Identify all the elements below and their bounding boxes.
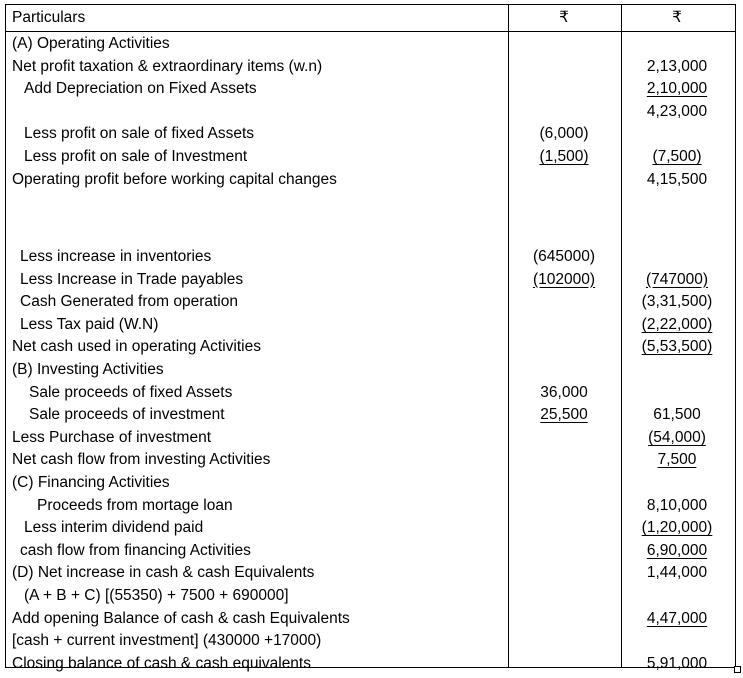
- row-amount-col-2: (5,53,500): [641, 338, 713, 356]
- row-amount-col-2: 8,10,000: [646, 496, 708, 514]
- row-amount-col-2: (7,500): [652, 148, 702, 165]
- row-amount-col-1: (102000): [532, 270, 596, 288]
- row-amount-col-1: [508, 449, 620, 471]
- row-amount-col-2: (3,31,500): [641, 293, 713, 311]
- row-particulars: [cash + current investment] (430000 +17000): [12, 632, 322, 650]
- row-amount-col-2: [621, 33, 733, 55]
- header-divider: [6, 31, 735, 32]
- table-row: [6, 585, 735, 607]
- row-particulars: (A + B + C) [(55350) + 7500 + 690000]: [24, 587, 289, 604]
- row-amount-col-1: (645000): [532, 248, 596, 265]
- row-amount-col-1: [508, 359, 620, 381]
- row-amount-col-2: [621, 246, 733, 268]
- table-row: [6, 314, 735, 336]
- row-particulars: Sale proceeds of investment: [29, 406, 225, 424]
- row-amount-col-1: [508, 314, 620, 336]
- cash-flow-table: [5, 4, 736, 672]
- row-amount-col-1: [508, 291, 620, 313]
- row-amount-col-1: [508, 562, 620, 584]
- row-particulars: Net cash used in operating Activities: [12, 338, 261, 356]
- row-particulars: Add Depreciation on Fixed Assets: [24, 80, 257, 98]
- row-particulars: cash flow from financing Activities: [20, 541, 251, 559]
- row-particulars: Less Increase in Trade payables: [20, 270, 244, 288]
- table-row: [6, 472, 735, 494]
- row-amount-col-1: [508, 472, 620, 494]
- table-row: [6, 246, 735, 268]
- row-amount-col-2: [621, 472, 733, 494]
- row-amount-col-2: 4,23,000: [646, 102, 708, 120]
- row-amount-col-2: [621, 630, 733, 652]
- table-row: [6, 449, 735, 471]
- row-amount-col-2: 6,90,000: [646, 541, 708, 559]
- row-amount-col-1: 25,500: [540, 406, 588, 424]
- row-amount-col-1: [508, 33, 620, 55]
- row-amount-col-2: [621, 123, 733, 145]
- row-amount-col-1: [508, 427, 620, 449]
- row-particulars: Net cash flow from investing Activities: [12, 451, 271, 469]
- row-amount-col-2: [621, 359, 733, 381]
- row-particulars: Less profit on sale of fixed Assets: [24, 125, 255, 143]
- row-amount-col-1: [508, 191, 620, 213]
- table-row: [6, 336, 735, 358]
- row-amount-col-1: [508, 101, 620, 123]
- header-amount-col-2: ₹: [672, 9, 682, 26]
- row-amount-col-1: 36,000: [540, 383, 588, 401]
- table-row: [6, 291, 735, 313]
- row-particulars: (D) Net increase in cash & cash Equivalents: [12, 564, 315, 582]
- table-row: [6, 169, 735, 191]
- row-amount-col-1: [508, 495, 620, 517]
- table-row: [6, 56, 735, 78]
- row-amount-col-2: 5,91,000: [646, 654, 708, 672]
- row-particulars: Operating profit before working capital changes: [12, 170, 337, 188]
- table-row: [6, 540, 735, 562]
- row-amount-col-2: (747000): [645, 270, 709, 288]
- table-row: [6, 269, 735, 291]
- row-amount-col-1: [508, 585, 620, 607]
- row-amount-col-2: (1,20,000): [641, 519, 713, 537]
- row-particulars: Net profit taxation & extraordinary items (w.n): [12, 57, 323, 75]
- row-amount-col-2: 4,47,000: [646, 609, 708, 627]
- row-amount-col-1: [508, 630, 620, 652]
- row-particulars: Proceeds from mortage loan: [37, 496, 233, 514]
- row-amount-col-1: (6,000): [539, 125, 589, 143]
- table-row: [6, 101, 735, 123]
- row-amount-col-2: [621, 382, 733, 404]
- table-row: [6, 517, 735, 539]
- table-row: [6, 123, 735, 145]
- row-amount-col-1: [508, 540, 620, 562]
- table-row: [6, 562, 735, 584]
- row-particulars: Closing balance of cash & cash equivalents: [12, 654, 311, 672]
- table-row: [6, 495, 735, 517]
- row-amount-col-2: 1,44,000: [646, 564, 708, 582]
- table-row: [6, 359, 735, 381]
- row-particulars: Less increase in inventories: [20, 248, 212, 265]
- table-row: [6, 653, 735, 675]
- row-particulars: (A) Operating Activities: [12, 35, 170, 52]
- header-particulars: Particulars: [12, 9, 86, 26]
- table-row: [6, 404, 735, 426]
- table-row: [6, 608, 735, 630]
- row-amount-col-1: [508, 517, 620, 539]
- row-amount-col-2: 2,10,000: [646, 80, 708, 98]
- table-row: [6, 33, 735, 55]
- header-amount-col-1: ₹: [559, 9, 569, 26]
- row-particulars: (C) Financing Activities: [12, 474, 170, 491]
- row-particulars: Less Purchase of investment: [12, 428, 212, 446]
- table-row: [6, 191, 735, 213]
- row-amount-col-2: [621, 191, 733, 213]
- table-row: [6, 427, 735, 449]
- row-amount-col-2: [621, 585, 733, 607]
- table-row: [6, 630, 735, 652]
- table-header: [6, 7, 735, 29]
- row-particulars: (B) Investing Activities: [12, 361, 164, 378]
- row-amount-col-2: 61,500: [653, 406, 701, 424]
- resize-handle: [734, 666, 741, 673]
- row-amount-col-1: [508, 78, 620, 100]
- row-amount-col-2: (2,22,000): [641, 315, 713, 333]
- row-particulars: Sale proceeds of fixed Assets: [29, 383, 233, 401]
- table-row: [6, 146, 735, 168]
- row-particulars: Less Tax paid (W.N): [20, 315, 159, 333]
- table-row: [6, 382, 735, 404]
- row-particulars: Less interim dividend paid: [24, 519, 204, 537]
- row-amount-col-1: [508, 608, 620, 630]
- row-particulars: Cash Generated from operation: [20, 293, 238, 311]
- row-amount-col-1: [508, 653, 620, 675]
- row-amount-col-2: 4,15,500: [646, 170, 708, 188]
- row-amount-col-2: (54,000): [648, 428, 706, 446]
- row-amount-col-2: 2,13,000: [646, 57, 708, 75]
- row-amount-col-2: 7,500: [657, 451, 697, 469]
- row-amount-col-1: [508, 56, 620, 78]
- row-amount-col-1: [508, 169, 620, 191]
- table-row: [6, 78, 735, 100]
- row-particulars: Less profit on sale of Investment: [24, 148, 248, 165]
- row-particulars: Add opening Balance of cash & cash Equivalents: [12, 609, 350, 627]
- row-amount-col-1: (1,500): [539, 148, 589, 165]
- row-amount-col-1: [508, 336, 620, 358]
